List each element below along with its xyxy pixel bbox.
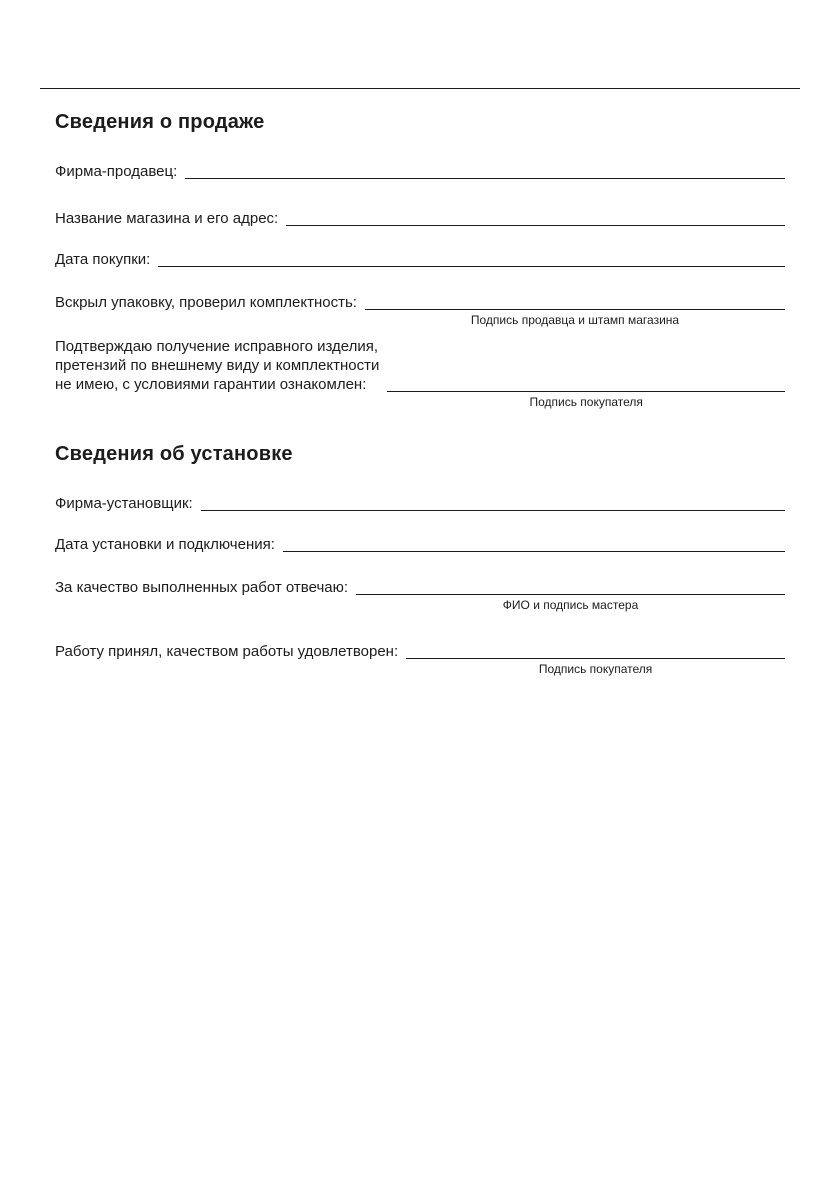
blank-line [201, 494, 785, 511]
field-package-opened-blank [365, 293, 785, 327]
line-caption: Подпись продавца и штамп магазина [470, 313, 680, 327]
line-caption: ФИО и подпись мастера [502, 598, 639, 612]
blank-line [286, 209, 785, 226]
field-package-opened [55, 293, 785, 327]
consent-text [55, 337, 379, 409]
field-install-date-blank [283, 535, 785, 552]
blank-line [356, 578, 785, 595]
field-shop-name-address-label: Название магазина и его адрес: [55, 210, 279, 227]
consent-blank [379, 337, 785, 409]
field-work-quality [55, 578, 785, 612]
field-work-accepted-label: Работу принял, качеством работы удовлетворен: [55, 643, 399, 660]
field-seller-firm-blank [185, 162, 785, 179]
top-divider [40, 88, 800, 89]
field-shop-name-address-blank [286, 209, 785, 226]
field-install-date [55, 535, 785, 554]
field-work-accepted-blank [406, 642, 785, 676]
field-installer-firm-blank [201, 494, 785, 511]
line-caption: Подпись покупателя [538, 662, 653, 676]
blank-line [365, 293, 785, 310]
section-install-title: Сведения об установке [55, 443, 293, 465]
field-work-quality-blank [356, 578, 785, 612]
field-purchase-date [55, 250, 785, 269]
field-work-accepted [55, 642, 785, 676]
field-purchase-date-blank [158, 250, 785, 267]
field-package-opened-label: Вскрыл упаковку, проверил комплектность: [55, 294, 357, 311]
field-seller-firm-label: Фирма-продавец: [55, 163, 178, 180]
consent-line-2: претензий по внешнему виду и комплектности [55, 357, 380, 374]
consent-line-3: не имею, с условиями гарантии ознакомлен: [55, 376, 367, 393]
line-caption: Подпись покупателя [529, 395, 643, 409]
field-shop-name-address [55, 209, 785, 228]
field-seller-firm [55, 162, 785, 181]
field-purchase-date-label: Дата покупки: [55, 251, 151, 268]
field-install-date-label: Дата установки и подключения: [55, 536, 275, 553]
blank-line [158, 250, 785, 267]
field-installer-firm [55, 494, 785, 513]
blank-line [406, 642, 785, 659]
consent-paragraph [55, 337, 785, 409]
field-installer-firm-label: Фирма-установщик: [55, 495, 193, 512]
consent-line-1: Подтверждаю получение исправного изделия, [55, 338, 379, 355]
field-work-quality-label: За качество выполненных работ отвечаю: [55, 579, 349, 596]
blank-line [185, 162, 785, 179]
blank-line [283, 535, 785, 552]
section-sale-title: Сведения о продаже [55, 111, 265, 133]
